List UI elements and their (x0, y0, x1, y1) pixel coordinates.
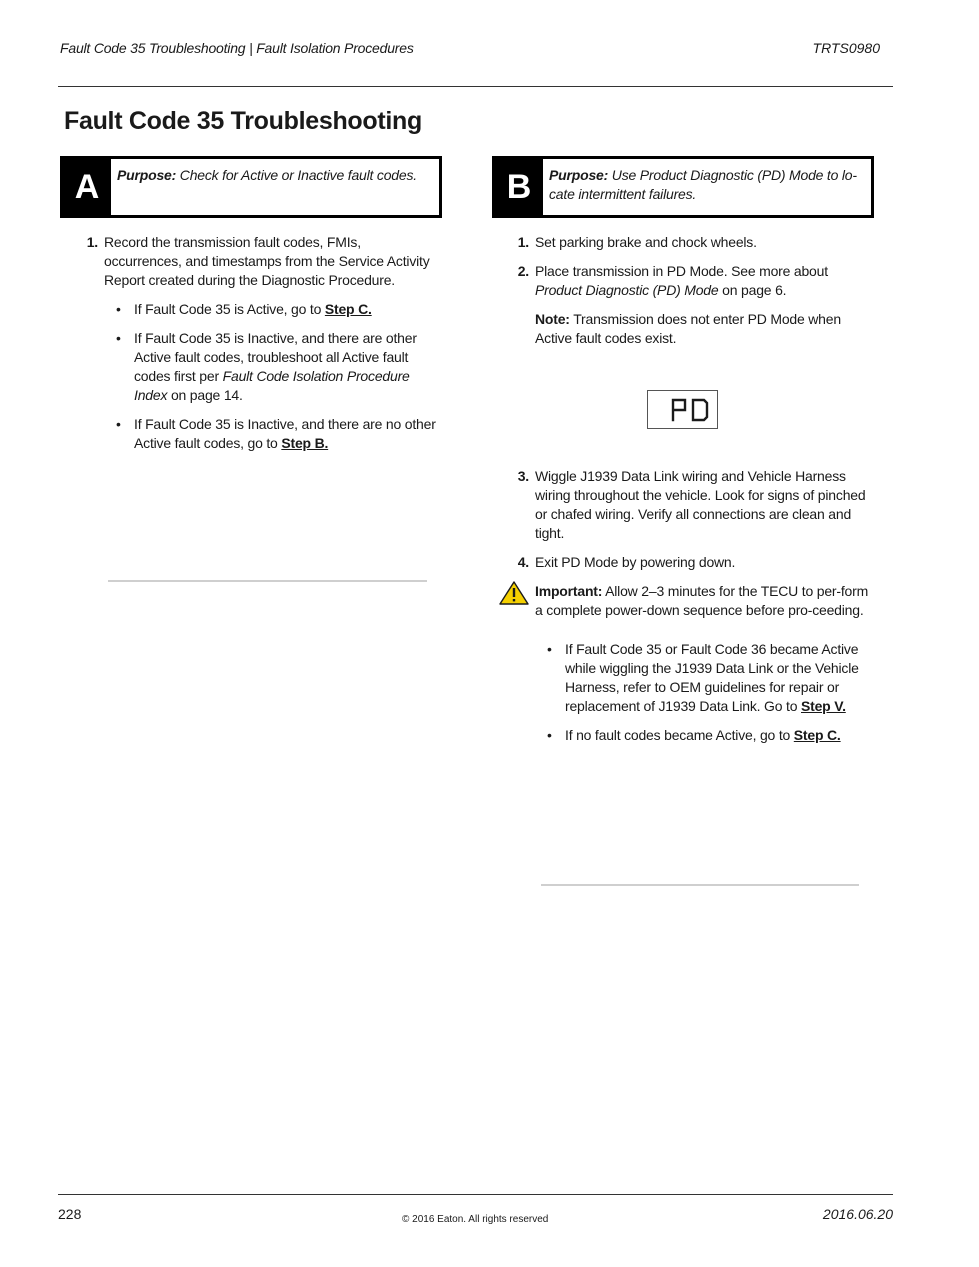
page-title: Fault Code 35 Troubleshooting (64, 107, 422, 135)
bullet-text: If Fault Code 35 is Inactive, and there are other Active fault codes, troubleshoot all Active fault codes first per (134, 330, 417, 384)
step-a-bullet-2 (66, 329, 438, 405)
item-number: 4. (517, 554, 529, 570)
step-c-link[interactable]: Step C. (793, 727, 841, 743)
bullet-text: If no fault codes became Active, go to (565, 727, 794, 743)
item-text: Exit PD Mode by powering down. (535, 554, 736, 570)
item-text: Wiggle J1939 Data Link wiring and Vehicle Harness wiring throughout the vehicle. Look for signs of pinched or chafed wiring. Verify all connections are clean and tight. (535, 468, 866, 541)
step-b-item-3 (497, 467, 873, 543)
reference-title: Fault Code Isolation Procedure Index (134, 368, 410, 403)
step-b-letter: B (495, 159, 543, 215)
step-v-link[interactable]: Step V. (801, 698, 846, 714)
step-b-purpose-box (492, 156, 874, 218)
bullet-text: If Fault Code 35 is Active, go to (134, 301, 325, 317)
purpose-label: Purpose: (117, 167, 177, 183)
step-a-purpose (117, 166, 433, 185)
step-b-important (497, 582, 873, 620)
step-b-end-divider (541, 884, 859, 886)
step-b-content-lower (497, 467, 873, 755)
item-number: 2. (517, 263, 529, 279)
purpose-text: Check for Active or Inactive fault codes. (179, 167, 417, 183)
purpose-label: Purpose: (549, 167, 609, 183)
step-b-bullet-2 (497, 726, 873, 745)
step-a-content (66, 233, 438, 463)
step-b-bullet-1 (497, 640, 873, 716)
step-a-purpose-box (60, 156, 442, 218)
item-text-after: on page 6. (718, 282, 787, 298)
footer-divider (58, 1194, 893, 1195)
step-b-item-1 (497, 233, 873, 252)
item-text: Place transmission in PD Mode. See more about (535, 263, 828, 279)
step-a-end-divider (108, 580, 427, 582)
item-number: 1. (517, 234, 529, 250)
step-a-item-1 (66, 233, 438, 290)
document-code: TRTS0980 (812, 40, 880, 56)
step-b-link[interactable]: Step B. (281, 435, 329, 451)
step-a-bullet-3 (66, 415, 438, 453)
bullet-text-after: on page 14. (167, 387, 243, 403)
note-label: Note: (535, 311, 570, 327)
step-b-note (497, 310, 873, 348)
purpose-text: Use Product Diagnostic (PD) Mode to lo-cate intermittent failures. (549, 167, 857, 202)
bullet-text: If Fault Code 35 is Inactive, and there are no other Active fault codes, go to (134, 416, 436, 451)
warning-triangle-icon (499, 581, 529, 605)
item-number: 3. (517, 468, 529, 484)
step-b-content-upper (497, 233, 873, 358)
pd-segment-display-icon (648, 391, 717, 428)
copyright: © 2016 Eaton. All rights reserved (402, 1214, 549, 1225)
note-text: Transmission does not enter PD Mode when Active fault codes exist. (535, 311, 841, 346)
step-c-link[interactable]: Step C. (324, 301, 372, 317)
step-b-item-2 (497, 262, 873, 300)
item-number: 1. (86, 234, 98, 250)
item-text: Record the transmission fault codes, FMIs, occurrences, and timestamps from the Service Activity Report created during the Diagnostic Procedure. (104, 234, 430, 288)
page-number: 228 (58, 1206, 82, 1222)
pd-mode-display (647, 390, 718, 429)
step-a-bullet-1 (66, 300, 438, 319)
item-text: Set parking brake and chock wheels. (535, 234, 757, 250)
step-a-letter: A (63, 159, 111, 215)
important-label: Important: (535, 583, 603, 599)
step-b-purpose (549, 166, 865, 204)
bullet-text: If Fault Code 35 or Fault Code 36 became Active while wiggling the J1939 Data Link or the Vehicle Harness, refer to OEM guidelines for repair or replacement of J1939 Data Link. Go to (565, 641, 859, 714)
running-header-title: Fault Code 35 Troubleshooting | Fault Isolation Procedures (60, 40, 414, 56)
header-divider (58, 86, 893, 87)
reference-title: Product Diagnostic (PD) Mode (535, 282, 719, 298)
important-text: Allow 2–3 minutes for the TECU to per-form a complete power-down sequence before pro-ceeding. (535, 583, 869, 618)
revision-date: 2016.06.20 (822, 1206, 893, 1222)
step-b-item-4 (497, 553, 873, 572)
